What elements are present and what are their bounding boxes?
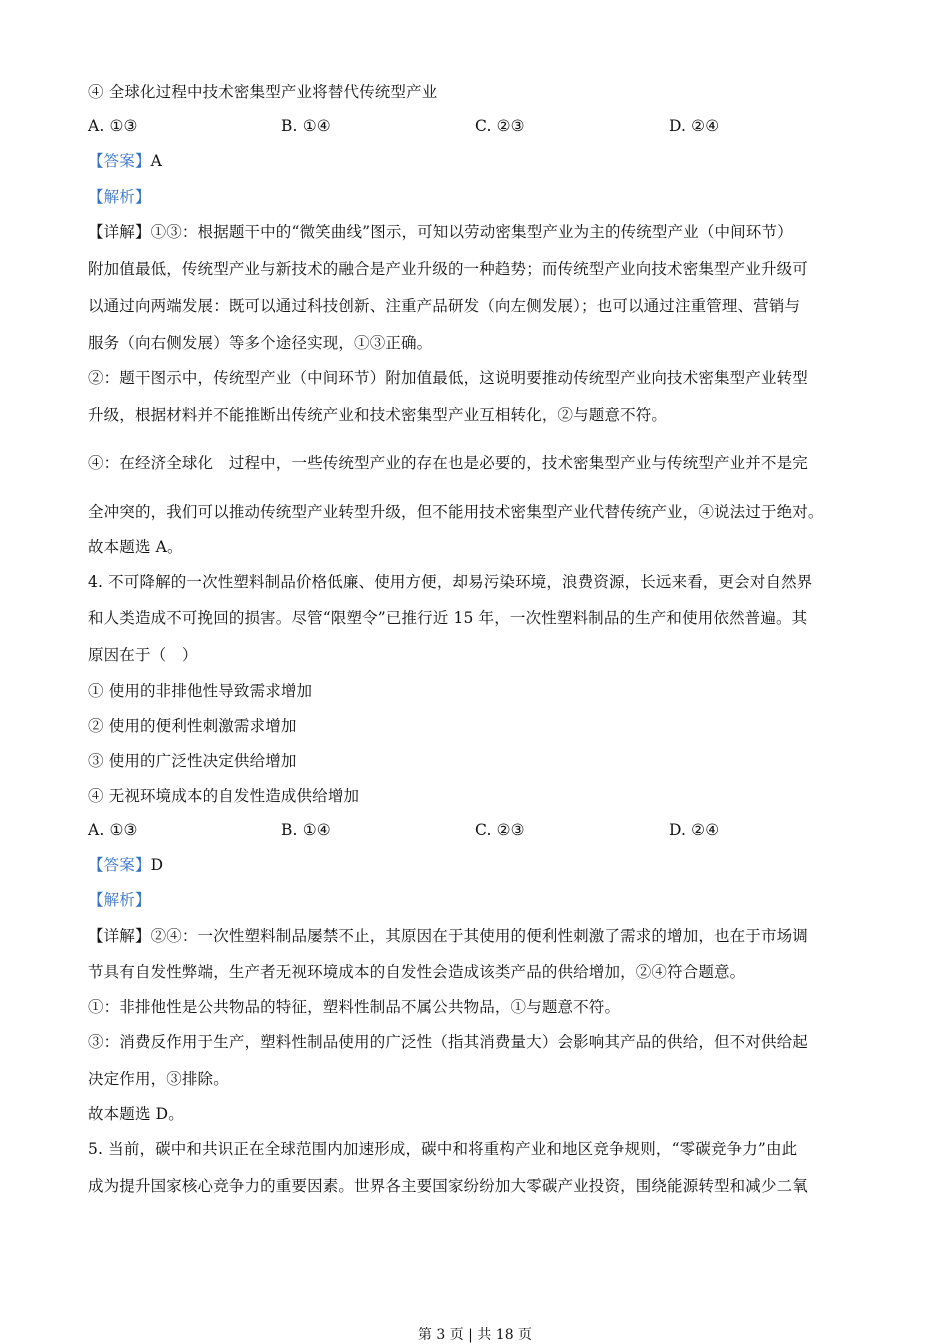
answer-value: D: [150, 856, 164, 874]
q3-detail-line: 以通过向两端发展：既可以通过科技创新、注重产品研发（向左侧发展）；也可以通过注重管理、营销与: [88, 297, 801, 315]
q4-detail-line: 决定作用，③排除。: [88, 1070, 229, 1088]
q3-detail-line: ②：题干图示中，传统型产业（中间环节）附加值最低，这说明要推动传统型产业向技术密集型产业转型: [88, 369, 808, 387]
q3-option-c: C. ②③: [475, 117, 525, 135]
q3-option-a: A. ①③: [88, 117, 138, 135]
q3-analysis-tag: 【解析】: [88, 188, 151, 206]
q4-item-4: ④ 无视环境成本的自发性造成供给增加: [88, 787, 360, 805]
q4-stem-line: 4. 不可降解的一次性塑料制品价格低廉、使用方便，却易污染环境，浪费资源，长远来看，更会对自然界: [88, 573, 813, 591]
q4-detail-line: ③：消费反作用于生产，塑料性制品使用的广泛性（指其消费量大）会影响其产品的供给，但不对供给起: [88, 1033, 808, 1051]
answer-tag: 【答案】: [88, 152, 151, 170]
q4-item-3: ③ 使用的广泛性决定供给增加: [88, 752, 297, 770]
q4-stem-line: 和人类造成不可挽回的损害。尽管“限塑令”已推行近 15 年，一次性塑料制品的生产和使用依然普遍。其: [88, 609, 808, 627]
q4-option-c: C. ②③: [475, 821, 525, 839]
q5-stem-line: 成为提升国家核心竞争力的重要因素。世界各主要国家纷纷加大零碳产业投资，围绕能源转型和减少二氧: [88, 1177, 808, 1195]
page-footer: 第 3 页 | 共 18 页: [417, 1327, 533, 1343]
q4-detail-line: 节具有自发性弊端，生产者无视环境成本的自发性会造成该类产品的供给增加，②④符合题意。: [88, 963, 746, 981]
q3-conclusion: 故本题选 A。: [88, 538, 183, 556]
answer-tag: 【答案】: [88, 856, 151, 874]
q3-detail-line: 全冲突的，我们可以推动传统型产业转型升级，但不能用技术密集型产业代替传统产业，④说法过于绝对。: [88, 503, 824, 521]
q3-detail-line: ④：在经济全球化 过程中，一些传统型产业的存在也是必要的，技术密集型产业与传统型产业并不是完: [88, 454, 808, 472]
q4-detail-line: 【详解】②④：一次性塑料制品屡禁不止，其原因在于其使用的便利性刺激了需求的增加，也在于市场调: [88, 927, 808, 945]
q4-analysis-tag: 【解析】: [88, 891, 151, 909]
q3-option-d: D. ②④: [669, 117, 720, 135]
q4-answer: [88, 855, 868, 875]
q4-item-2: ② 使用的便利性刺激需求增加: [88, 717, 297, 735]
q3-detail-line: 升级，根据材料并不能推断出传统产业和技术密集型产业互相转化，②与题意不符。: [88, 406, 668, 424]
q4-option-d: D. ②④: [669, 821, 720, 839]
q3-detail-line: 服务（向右侧发展）等多个途径实现，①③正确。: [88, 334, 433, 352]
q5-stem-line: 5. 当前，碳中和共识正在全球范围内加速形成，碳中和将重构产业和地区竞争规则，“零碳竞争力”由此: [88, 1140, 798, 1158]
q3-option-b: B. ①④: [281, 117, 331, 135]
q4-detail-line: ①：非排他性是公共物品的特征，塑料性制品不属公共物品，①与题意不符。: [88, 998, 621, 1016]
answer-value: A: [150, 152, 162, 170]
q4-conclusion: 故本题选 D。: [88, 1105, 184, 1123]
q4-option-a: A. ①③: [88, 821, 138, 839]
q3-answer: [88, 151, 868, 171]
q3-detail-line: 【详解】①③：根据题干中的“微笑曲线”图示，可知以劳动密集型产业为主的传统型产业（中间环节）: [88, 223, 793, 241]
q4-item-1: ① 使用的非排他性导致需求增加: [88, 682, 313, 700]
q3-detail-line: 附加值最低，传统型产业与新技术的融合是产业升级的一种趋势；而传统型产业向技术密集型产业升级可: [88, 260, 808, 278]
q3-item-4: ④ 全球化过程中技术密集型产业将替代传统型产业: [88, 83, 438, 101]
q4-stem-line: 原因在于（ ）: [88, 646, 198, 664]
q4-option-b: B. ①④: [281, 821, 331, 839]
